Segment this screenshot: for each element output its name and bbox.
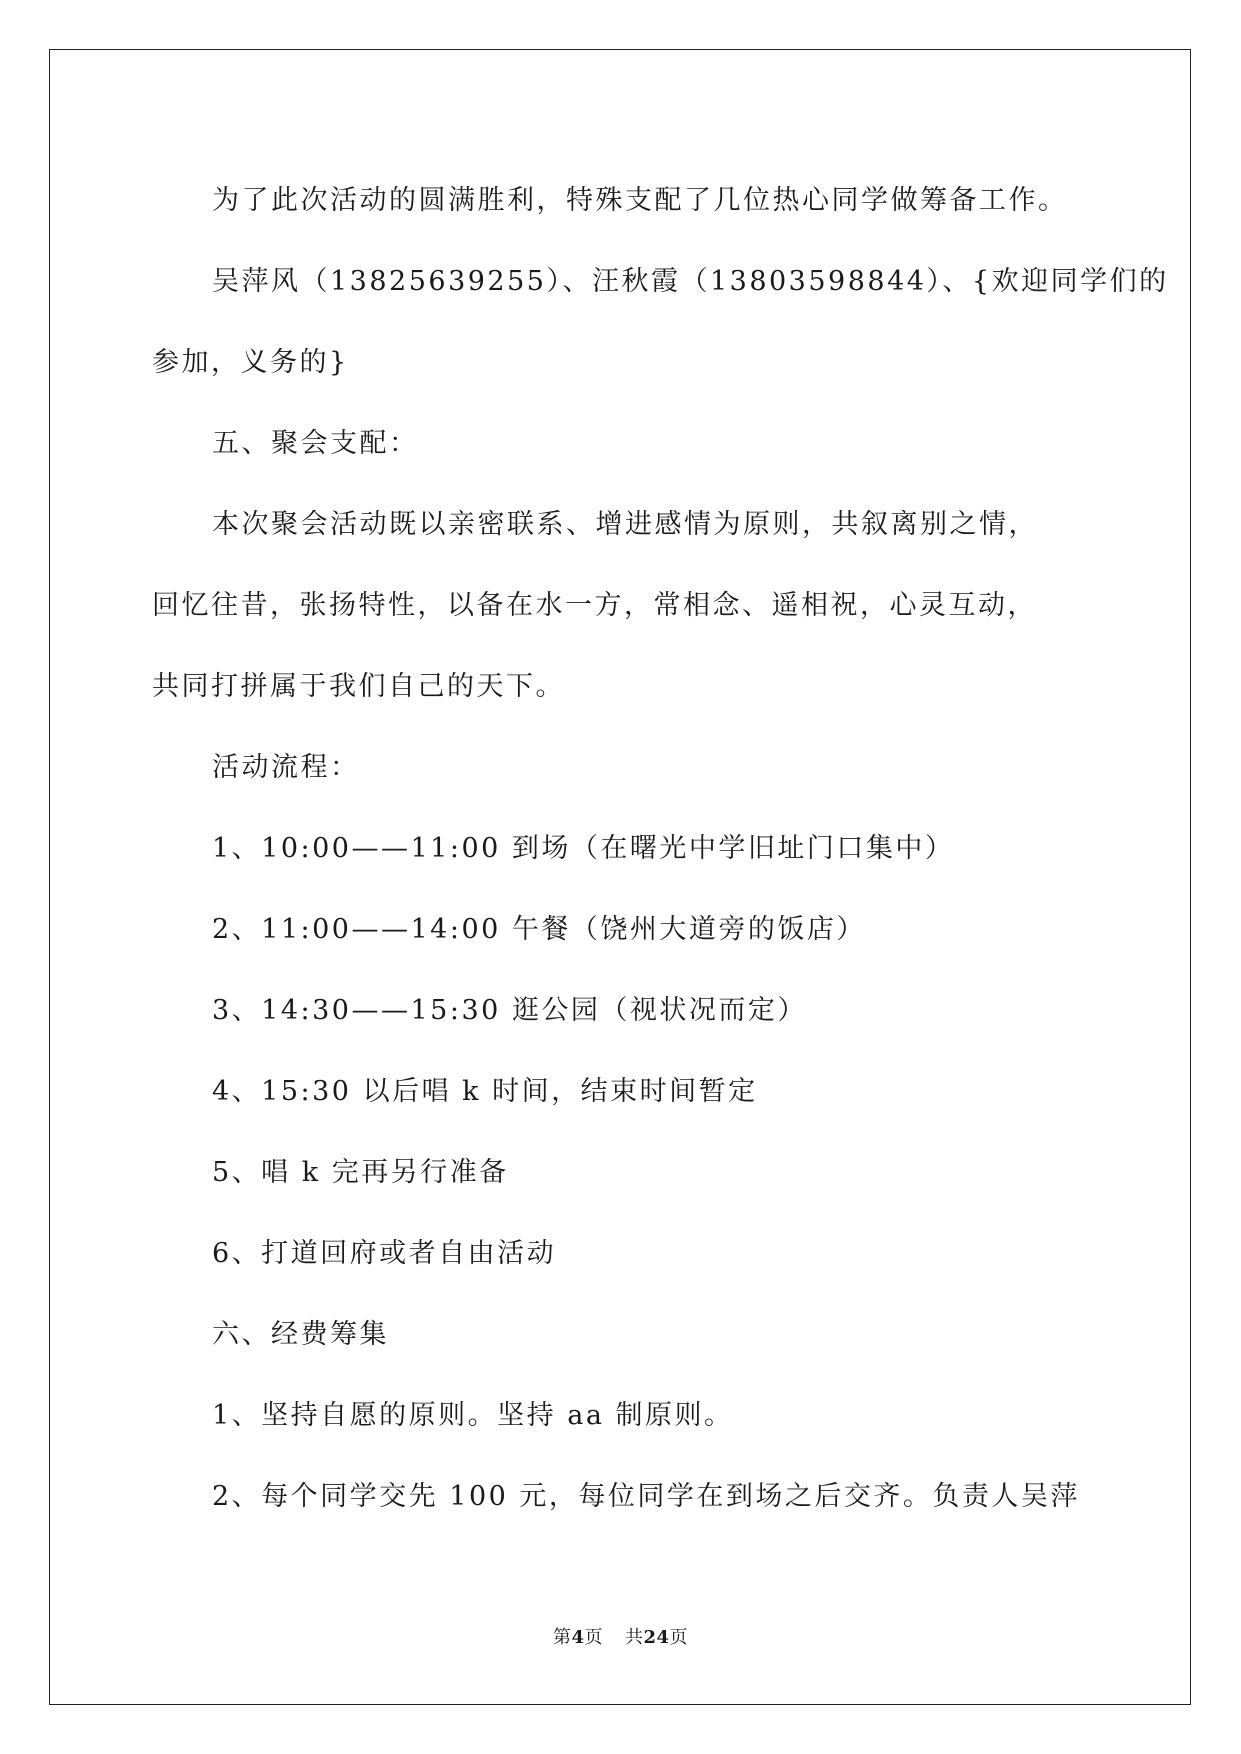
document-body: [152, 160, 1169, 1537]
subheading: 活动流程：: [212, 752, 360, 783]
total-pages: 24: [643, 1627, 670, 1648]
section-heading: 六、经费筹集: [212, 1319, 389, 1350]
total-label-suffix: 页: [669, 1627, 689, 1648]
section-heading: 五、聚会支配：: [212, 428, 419, 459]
list-item: 5、唱 k 完再另行准备: [212, 1157, 509, 1188]
list-item: 4、15:30 以后唱 k 时间，结束时间暂定: [212, 1076, 758, 1107]
paragraph: 本次聚会活动既以亲密联系、增进感情为原则，共叙离别之情，: [212, 509, 1038, 540]
page-label-suffix: 页: [584, 1627, 603, 1648]
list-item: 6、打道回府或者自由活动: [212, 1238, 557, 1269]
page-label-prefix: 第: [552, 1627, 572, 1648]
total-label-prefix: 共: [624, 1627, 644, 1648]
page-footer: [0, 1623, 1241, 1649]
paragraph: 为了此次活动的圆满胜利，特殊支配了几位热心同学做筹备工作。: [212, 185, 1068, 216]
list-item: 1、坚持自愿的原则。坚持 aa 制原则。: [212, 1400, 734, 1431]
list-item: 2、11:00——14:00 午餐（饶州大道旁的饭店）: [212, 914, 866, 945]
list-item: 2、每个同学交先 100 元，每位同学在到场之后交齐。负责人吴萍: [212, 1481, 1080, 1512]
list-item: 1、10:00——11:00 到场（在曙光中学旧址门口集中）: [212, 833, 955, 864]
paragraph: 回忆往昔，张扬特性，以备在水一方，常相念、遥相祝，心灵互动，: [152, 590, 1037, 621]
paragraph: 吴萍风（13825639255）、汪秋霞（13803598844）、{欢迎同学们的: [212, 266, 1169, 297]
paragraph: 共同打拼属于我们自己的天下。: [152, 671, 565, 702]
paragraph: 参加，义务的}: [152, 347, 349, 378]
list-item: 3、14:30——15:30 逛公园（视状况而定）: [212, 995, 807, 1026]
page-number: 4: [571, 1627, 585, 1648]
